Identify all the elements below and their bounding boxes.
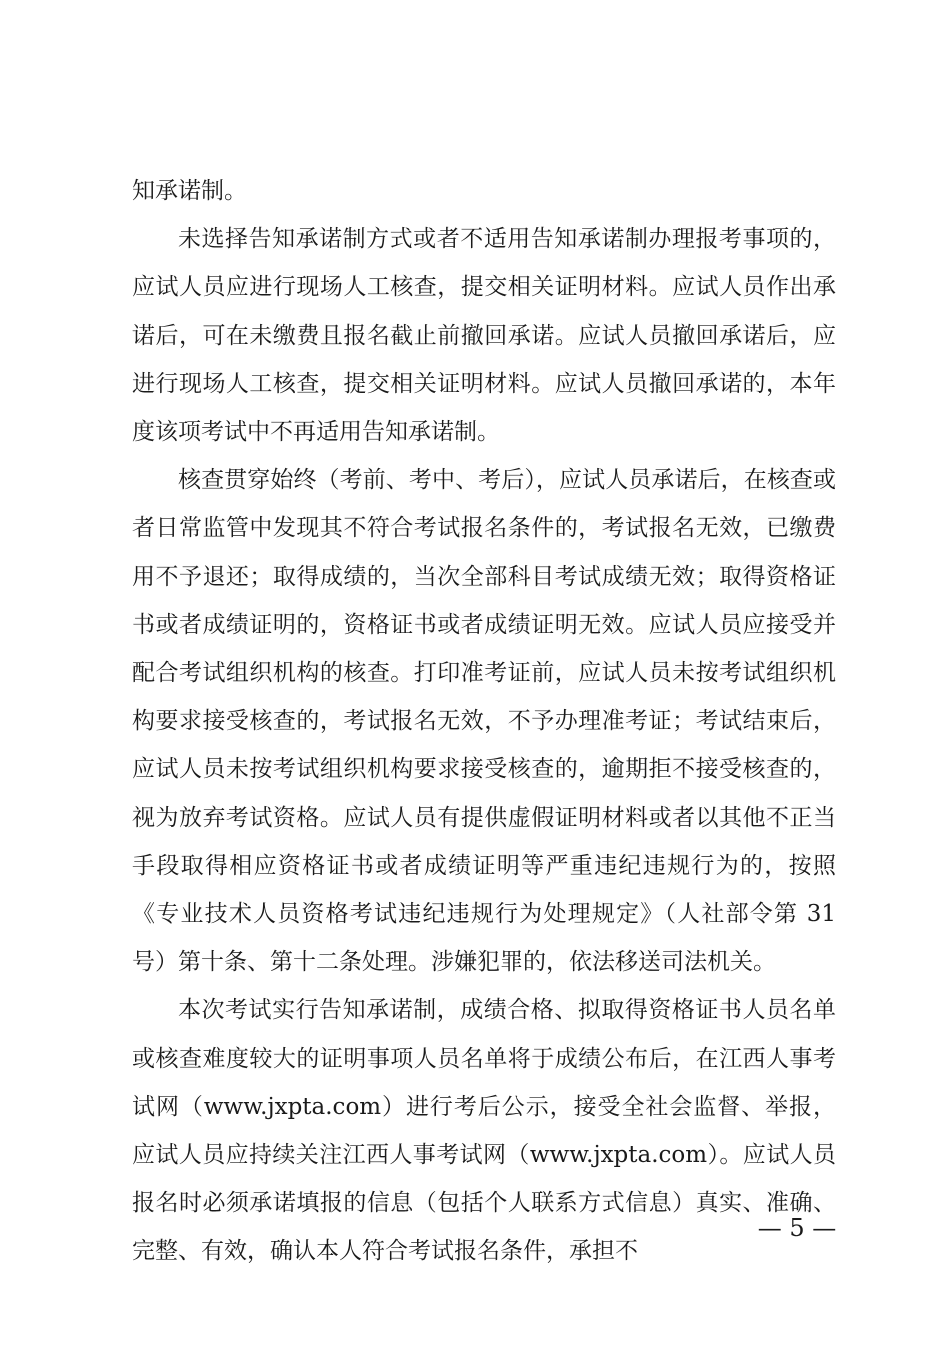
page-number: — 5 — [757,1214,837,1242]
body-text [132,167,836,1276]
paragraph-continuation: 知承诺制。 [132,178,247,204]
paragraph-public-notice: 本次考试实行告知承诺制，成绩合格、拟取得资格证书人员名单或核查难度较大的证明事项人员名单将于成绩公布后，在江西人事考试网（www.jxpta.com）进行考后公示，接受全社会监督、举报，应试人员应持续关注江西人事考试网（www.jxpta.com）。应试人员报名时必须承诺填报的信息（包括个人联系方式信息）真实、准确、完整、有效，确认本人符合考试报名条件，承担不 [132,997,836,1265]
paragraph-verification-rules: 核查贯穿始终（考前、考中、考后），应试人员承诺后，在核查或者日常监管中发现其不符合考试报名条件的，考试报名无效，已缴费用不予退还；取得成绩的，当次全部科目考试成绩无效；取得资格证书或者成绩证明的，资格证书或者成绩证明无效。应试人员应接受并配合考试组织机构的核查。打印准考证前，应试人员未按考试组织机构要求接受核查的，考试报名无效，不予办理准考证；考试结束后，应试人员未按考试组织机构要求接受核查的，逾期拒不接受核查的，视为放弃考试资格。应试人员有提供虚假证明材料或者以其他不正当手段取得相应资格证书或者成绩证明等严重违纪违规行为的，按照《专业技术人员资格考试违纪违规行为处理规定》（人社部令第 31 号）第十条、第十二条处理。涉嫌犯罪的，依法移送司法机关。 [132,467,836,976]
paragraph-withdrawal-rules: 未选择告知承诺制方式或者不适用告知承诺制办理报考事项的，应试人员应进行现场人工核查，提交相关证明材料。应试人员作出承诺后，可在未缴费且报名截止前撤回承诺。应试人员撤回承诺后，应进行现场人工核查，提交相关证明材料。应试人员撤回承诺的，本年度该项考试中不再适用告知承诺制。 [132,226,836,446]
